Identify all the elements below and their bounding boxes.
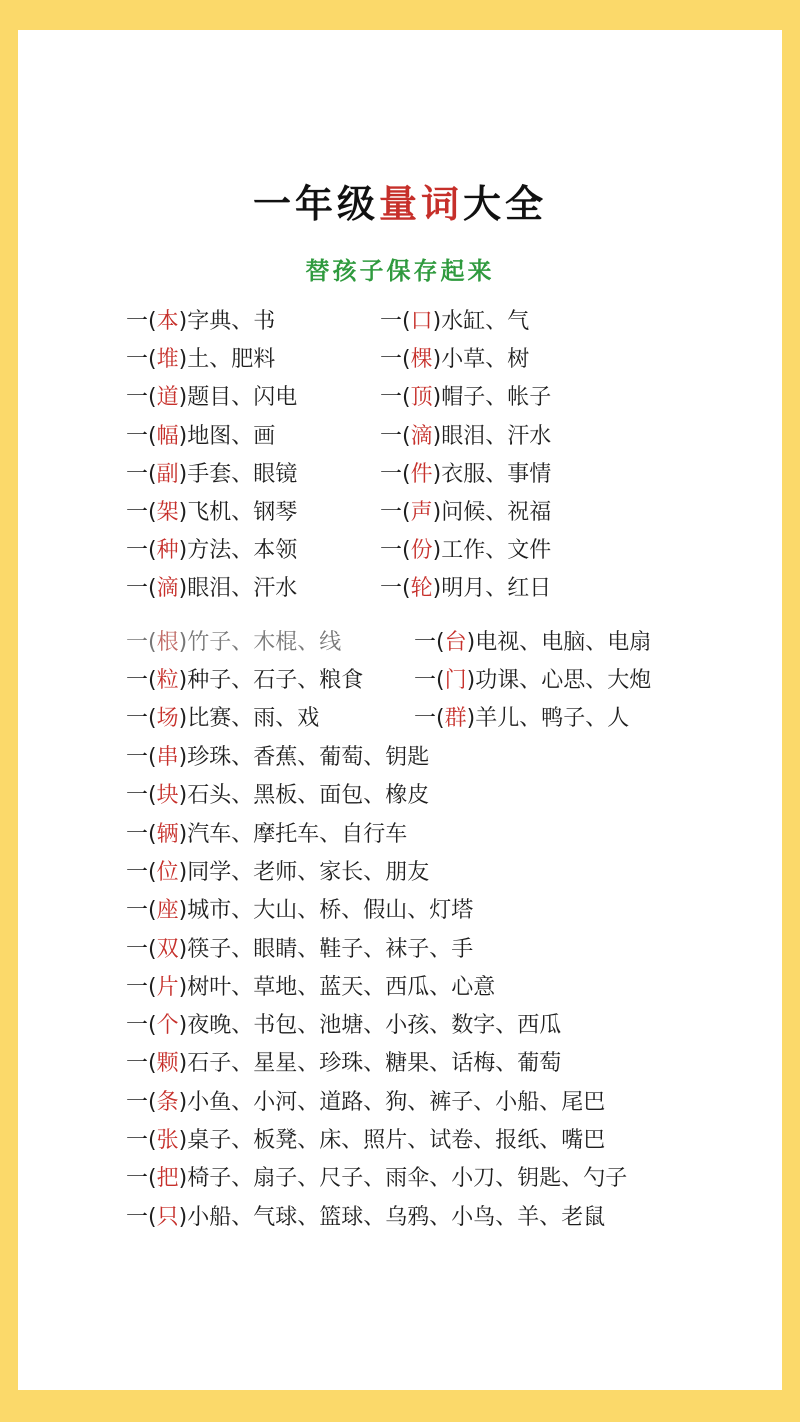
entry-nouns: 桌子、板凳、床、照片、试卷、报纸、嘴巴 — [187, 1128, 606, 1153]
measure-word: 架 — [156, 500, 179, 525]
measure-word-entry — [126, 973, 495, 1003]
entry-number: 一 — [126, 745, 149, 770]
measure-word-entry — [126, 536, 297, 566]
measure-word: 轮 — [410, 576, 433, 602]
entry-nouns: 城市、大山、桥、假山、灯塔 — [187, 898, 474, 924]
measure-word-entry — [126, 383, 297, 413]
open-paren: ( — [148, 1013, 157, 1039]
measure-word: 颗 — [156, 1051, 179, 1077]
measure-word: 份 — [410, 538, 433, 564]
open-paren: ( — [402, 347, 411, 373]
close-paren: ) — [178, 783, 188, 809]
entry-nouns: 石子、星星、珍珠、糖果、话梅、葡萄 — [187, 1051, 562, 1077]
entry-number: 一 — [126, 1013, 149, 1039]
entry-number: 一 — [126, 461, 149, 487]
measure-word: 串 — [156, 745, 179, 770]
measure-word: 块 — [156, 783, 179, 809]
measure-word: 把 — [156, 1166, 179, 1192]
open-paren: ( — [148, 1128, 157, 1153]
entry-nouns: 水缸、气 — [441, 309, 530, 334]
measure-word: 场 — [156, 706, 179, 732]
measure-word-entry — [126, 820, 407, 850]
measure-word: 群 — [444, 706, 467, 732]
title-highlight: 量词 — [378, 181, 463, 226]
measure-word: 道 — [156, 385, 179, 411]
open-paren: ( — [148, 821, 157, 847]
entry-nouns: 种子、石子、粮食 — [187, 668, 364, 694]
measure-word: 根 — [156, 630, 179, 655]
entry-number: 一 — [126, 538, 149, 564]
measure-word: 件 — [410, 461, 433, 487]
measure-word-entry — [126, 896, 473, 926]
close-paren: ) — [432, 423, 442, 449]
entry-nouns: 眼泪、汗水 — [187, 576, 298, 602]
measure-word-entry — [380, 383, 551, 413]
open-paren: ( — [402, 538, 411, 564]
entry-number: 一 — [380, 461, 403, 487]
entry-number: 一 — [414, 668, 437, 694]
measure-word-entry — [380, 498, 551, 528]
entry-nouns: 小船、气球、篮球、乌鸦、小鸟、羊、老鼠 — [187, 1204, 606, 1230]
open-paren: ( — [436, 706, 445, 732]
measure-word: 棵 — [410, 347, 433, 373]
entry-nouns: 电视、电脑、电扇 — [475, 630, 652, 655]
measure-word-entry — [126, 1049, 561, 1079]
page-title — [0, 180, 800, 228]
close-paren: ) — [432, 538, 442, 564]
entry-nouns: 字典、书 — [187, 309, 276, 334]
entry-number: 一 — [380, 309, 403, 334]
measure-word: 本 — [156, 309, 179, 334]
entry-nouns: 小鱼、小河、道路、狗、裤子、小船、尾巴 — [187, 1089, 606, 1115]
entry-nouns: 石头、黑板、面包、橡皮 — [187, 783, 430, 809]
close-paren: ) — [178, 706, 188, 732]
measure-word-entry — [380, 307, 529, 337]
close-paren: ) — [432, 385, 442, 411]
measure-word-entry — [380, 345, 529, 375]
close-paren: ) — [178, 385, 188, 411]
entry-number: 一 — [126, 309, 149, 334]
entry-nouns: 飞机、钢琴 — [187, 500, 298, 525]
open-paren: ( — [148, 1204, 157, 1230]
open-paren: ( — [148, 538, 157, 564]
close-paren: ) — [432, 309, 442, 334]
close-paren: ) — [178, 461, 188, 487]
open-paren: ( — [148, 783, 157, 809]
close-paren: ) — [178, 1166, 188, 1192]
measure-word-entry — [126, 935, 473, 965]
measure-word-entry — [126, 1088, 605, 1118]
measure-word-entry — [126, 1126, 605, 1156]
measure-word: 副 — [156, 461, 179, 487]
close-paren: ) — [178, 898, 188, 924]
open-paren: ( — [402, 423, 411, 449]
entry-number: 一 — [126, 898, 149, 924]
entry-nouns: 羊儿、鸭子、人 — [475, 706, 630, 732]
measure-word: 条 — [156, 1089, 179, 1115]
close-paren: ) — [432, 576, 442, 602]
close-paren: ) — [466, 668, 476, 694]
entry-number: 一 — [126, 936, 149, 962]
open-paren: ( — [402, 309, 411, 334]
entry-nouns: 筷子、眼睛、鞋子、袜子、手 — [187, 936, 474, 962]
entry-number: 一 — [126, 668, 149, 694]
measure-word: 双 — [156, 936, 179, 962]
entry-number: 一 — [126, 1204, 149, 1230]
entry-number: 一 — [126, 385, 149, 411]
entry-nouns: 衣服、事情 — [441, 461, 552, 487]
close-paren: ) — [178, 745, 188, 770]
open-paren: ( — [148, 706, 157, 732]
measure-word: 片 — [156, 974, 179, 1000]
entry-nouns: 土、肥料 — [187, 347, 276, 373]
open-paren: ( — [148, 385, 157, 411]
entry-nouns: 手套、眼镜 — [187, 461, 298, 487]
measure-word-entry — [126, 858, 429, 888]
close-paren: ) — [178, 859, 188, 885]
open-paren: ( — [148, 461, 157, 487]
close-paren: ) — [466, 706, 476, 732]
close-paren: ) — [178, 423, 188, 449]
measure-word: 座 — [156, 898, 179, 924]
measure-word: 只 — [156, 1204, 179, 1230]
entry-nouns: 地图、画 — [187, 423, 276, 449]
measure-word: 位 — [156, 859, 179, 885]
close-paren: ) — [178, 974, 188, 1000]
measure-word-entry — [380, 536, 551, 566]
entry-nouns: 竹子、木棍、线 — [187, 630, 342, 655]
entry-number: 一 — [126, 347, 149, 373]
measure-word-entry — [414, 704, 629, 734]
open-paren: ( — [148, 668, 157, 694]
measure-word-entry — [126, 498, 297, 528]
close-paren: ) — [432, 461, 442, 487]
entry-number: 一 — [380, 500, 403, 525]
open-paren: ( — [402, 500, 411, 525]
entry-number: 一 — [414, 706, 437, 732]
open-paren: ( — [148, 576, 157, 602]
close-paren: ) — [432, 347, 442, 373]
entry-number: 一 — [380, 347, 403, 373]
measure-word-entry — [126, 781, 429, 811]
measure-word: 幅 — [156, 423, 179, 449]
entry-number: 一 — [126, 1089, 149, 1115]
close-paren: ) — [178, 309, 188, 334]
open-paren: ( — [148, 309, 157, 334]
entry-number: 一 — [414, 630, 437, 655]
entry-nouns: 问候、祝福 — [441, 500, 552, 525]
measure-word-entry — [126, 307, 275, 337]
entry-nouns: 小草、树 — [441, 347, 530, 373]
open-paren: ( — [402, 576, 411, 602]
close-paren: ) — [178, 538, 188, 564]
measure-word: 口 — [410, 309, 433, 334]
close-paren: ) — [178, 1128, 188, 1153]
title-suffix: 大全 — [463, 181, 548, 226]
measure-word-entry — [126, 1011, 561, 1041]
open-paren: ( — [148, 974, 157, 1000]
open-paren: ( — [148, 936, 157, 962]
measure-word-entry — [126, 574, 297, 604]
open-paren: ( — [402, 385, 411, 411]
close-paren: ) — [178, 1051, 188, 1077]
entry-nouns: 夜晚、书包、池塘、小孩、数字、西瓜 — [187, 1013, 562, 1039]
open-paren: ( — [436, 630, 445, 655]
measure-word: 台 — [444, 630, 467, 655]
entry-nouns: 帽子、帐子 — [441, 385, 552, 411]
measure-word-entry — [126, 1203, 605, 1233]
entry-number: 一 — [380, 538, 403, 564]
entry-nouns: 方法、本领 — [187, 538, 298, 564]
measure-word: 种 — [156, 538, 179, 564]
measure-word-entry — [380, 574, 551, 604]
open-paren: ( — [148, 423, 157, 449]
open-paren: ( — [148, 347, 157, 373]
entry-nouns: 同学、老师、家长、朋友 — [187, 859, 430, 885]
open-paren: ( — [148, 1051, 157, 1077]
entry-number: 一 — [126, 783, 149, 809]
measure-word-entry — [126, 460, 297, 490]
measure-word-entry — [414, 666, 651, 696]
entry-number: 一 — [126, 859, 149, 885]
open-paren: ( — [148, 500, 157, 525]
measure-word: 滴 — [410, 423, 433, 449]
measure-word: 声 — [410, 500, 433, 525]
entry-nouns: 题目、闪电 — [187, 385, 298, 411]
open-paren: ( — [436, 668, 445, 694]
entry-number: 一 — [380, 423, 403, 449]
close-paren: ) — [178, 1013, 188, 1039]
entry-number: 一 — [126, 1166, 149, 1192]
measure-word: 堆 — [156, 347, 179, 373]
close-paren: ) — [178, 500, 188, 525]
entry-number: 一 — [126, 576, 149, 602]
open-paren: ( — [148, 630, 157, 655]
open-paren: ( — [148, 898, 157, 924]
open-paren: ( — [148, 1089, 157, 1115]
measure-word-entry — [126, 666, 363, 696]
measure-word-entry — [126, 1164, 627, 1194]
measure-word-entry — [126, 704, 319, 734]
entry-number: 一 — [126, 500, 149, 525]
close-paren: ) — [178, 576, 188, 602]
entry-nouns: 工作、文件 — [441, 538, 552, 564]
title-prefix: 一年级 — [252, 181, 379, 226]
measure-word-entry — [126, 422, 275, 452]
entry-nouns: 眼泪、汗水 — [441, 423, 552, 449]
entry-nouns: 汽车、摩托车、自行车 — [187, 821, 408, 847]
close-paren: ) — [178, 936, 188, 962]
entry-number: 一 — [380, 576, 403, 602]
measure-word: 粒 — [156, 668, 179, 694]
measure-word: 顶 — [410, 385, 433, 411]
measure-word: 滴 — [156, 576, 179, 602]
measure-word-entry — [126, 743, 429, 773]
measure-word-entry — [126, 345, 275, 375]
entry-number: 一 — [126, 821, 149, 847]
close-paren: ) — [178, 821, 188, 847]
entry-nouns: 珍珠、香蕉、葡萄、钥匙 — [187, 745, 430, 770]
entry-number: 一 — [126, 630, 149, 655]
close-paren: ) — [466, 630, 476, 655]
close-paren: ) — [432, 500, 442, 525]
page-subtitle: 替孩子保存起来 — [305, 257, 495, 285]
close-paren: ) — [178, 1204, 188, 1230]
close-paren: ) — [178, 1089, 188, 1115]
entry-number: 一 — [126, 1051, 149, 1077]
entry-number: 一 — [126, 706, 149, 732]
measure-word: 个 — [156, 1013, 179, 1039]
entry-nouns: 树叶、草地、蓝天、西瓜、心意 — [187, 974, 496, 1000]
entry-number: 一 — [126, 1128, 149, 1153]
open-paren: ( — [148, 859, 157, 885]
measure-word: 门 — [444, 668, 467, 694]
entry-nouns: 椅子、扇子、尺子、雨伞、小刀、钥匙、勺子 — [187, 1166, 628, 1192]
entry-number: 一 — [126, 974, 149, 1000]
open-paren: ( — [402, 461, 411, 487]
open-paren: ( — [148, 1166, 157, 1192]
entry-nouns: 比赛、雨、戏 — [187, 706, 320, 732]
close-paren: ) — [178, 668, 188, 694]
measure-word-entry — [126, 628, 341, 658]
measure-word-entry — [380, 460, 551, 490]
entry-nouns: 功课、心思、大炮 — [475, 668, 652, 694]
close-paren: ) — [178, 630, 188, 655]
entry-nouns: 明月、红日 — [441, 576, 552, 602]
measure-word: 辆 — [156, 821, 179, 847]
entry-number: 一 — [126, 423, 149, 449]
entry-number: 一 — [380, 385, 403, 411]
measure-word-entry — [380, 422, 551, 452]
measure-word: 张 — [156, 1128, 179, 1153]
open-paren: ( — [148, 745, 157, 770]
measure-word-entry — [414, 628, 651, 658]
close-paren: ) — [178, 347, 188, 373]
